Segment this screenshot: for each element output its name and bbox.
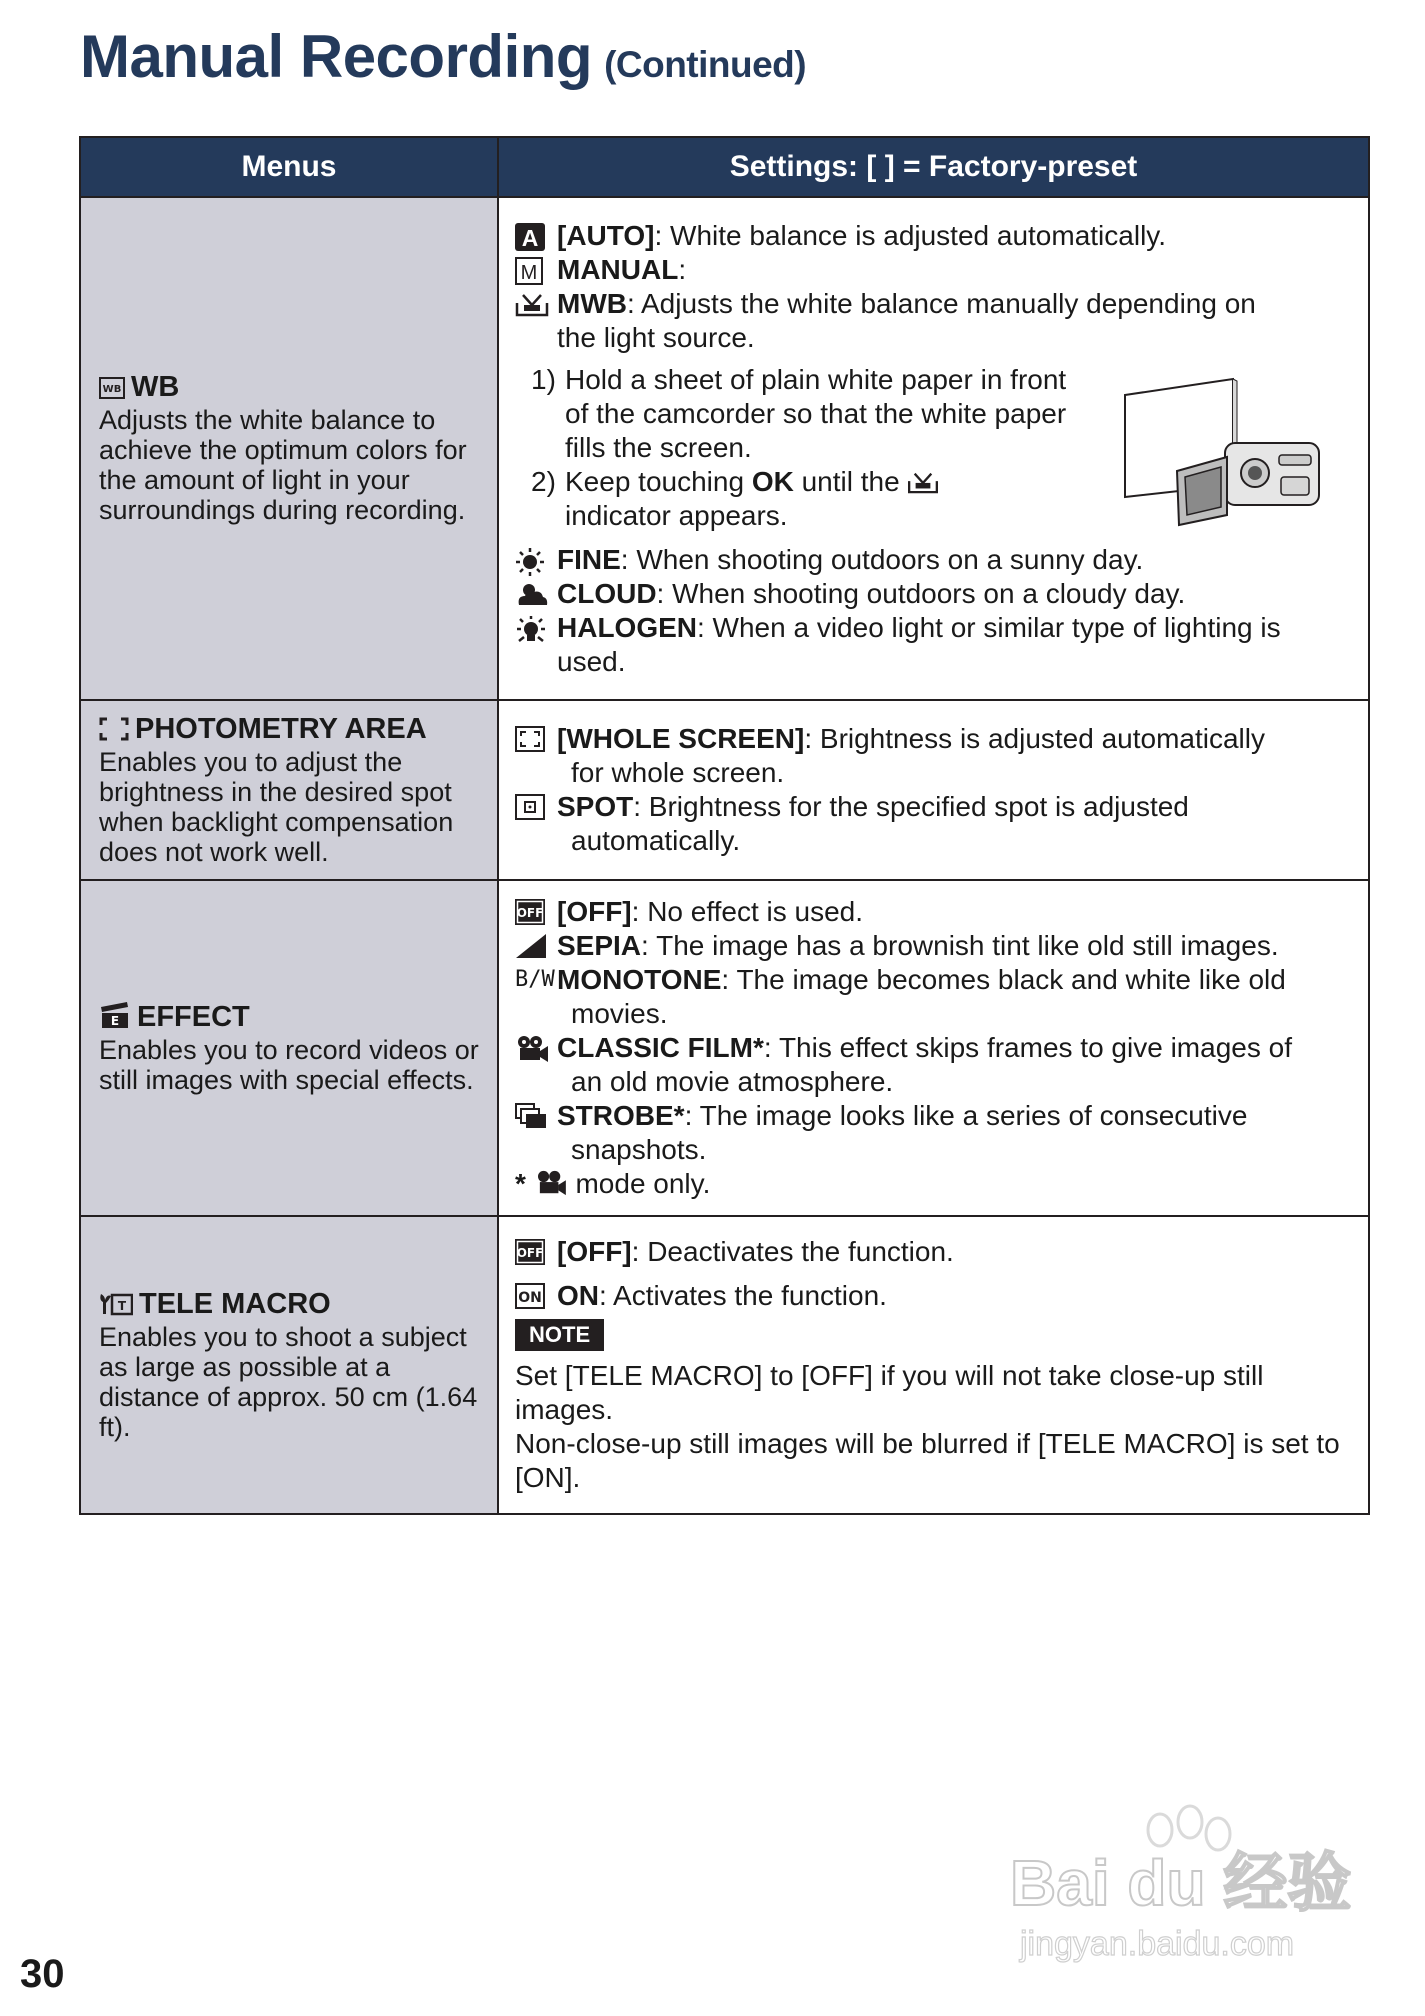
tele-macro-icon: [99, 1290, 133, 1322]
option-halogen: HALOGEN: When a video light or similar type of lighting is used.: [515, 611, 1356, 679]
svg-text:T: T: [117, 1298, 127, 1313]
menu-name-effect: EFFECT: [137, 1001, 250, 1033]
watermark-url: jingyan.baidu.com: [1020, 1925, 1295, 1963]
effect-icon: [99, 1001, 131, 1035]
mwb-icon: [515, 291, 549, 325]
svg-text:ON: ON: [518, 1290, 542, 1306]
baidu-watermark: [1000, 1800, 1360, 1975]
menu-name-wb: WB: [131, 371, 180, 403]
step-2: 2) Keep touching OK until the indicator appears.: [531, 465, 1085, 533]
halogen-icon: [515, 615, 547, 653]
option-monotone: B/W MONOTONE: The image becomes black and white like old movies.: [515, 964, 1286, 1029]
settings-table: [79, 136, 1370, 1515]
table-row-wb: [80, 197, 1369, 700]
menu-desc-photometry: Enables you to adjust the brightness in the desired spot when backlight compensation does not work well.: [99, 746, 454, 867]
option-mwb: MWB: Adjusts the white balance manually depending on the light source.: [515, 287, 1356, 355]
page-subtitle: (Continued): [604, 44, 807, 85]
menu-cell-effect: [80, 880, 498, 1216]
off-icon: [515, 899, 545, 933]
page-number: 30: [20, 1952, 65, 1996]
option-effect-off: OFF [OFF]: No effect is used.: [515, 895, 1356, 929]
menu-cell-photometry: [80, 700, 498, 880]
option-tele-on: ON ON: Activates the function.: [515, 1279, 1356, 1313]
mwb-icon-inline: [907, 466, 939, 497]
mwb-steps: [515, 355, 1356, 543]
svg-text:M: M: [520, 261, 538, 284]
option-tele-off: OFF [OFF]: Deactivates the function.: [515, 1235, 1356, 1269]
menu-name-photometry: PHOTOMETRY AREA: [135, 712, 427, 745]
wb-icon: [99, 375, 125, 405]
menu-desc-wb: Adjusts the white balance to achieve the optimum colors for the amount of light in your surroundings during recording.: [99, 405, 467, 525]
option-whole-screen: [WHOLE SCREEN]: Brightness is adjusted automatically for whole screen.: [515, 722, 1356, 790]
svg-text:OFF: OFF: [516, 906, 544, 920]
video-mode-icon: [534, 1168, 568, 1199]
option-classic-film: CLASSIC FILM*: This effect skips frames to give images of an old movie atmosphere.: [515, 1031, 1356, 1099]
effect-footnote: * mode only.: [515, 1168, 711, 1199]
menu-cell-wb: [80, 197, 498, 700]
svg-text:E: E: [110, 1014, 120, 1028]
bw-icon: B/W: [515, 967, 555, 992]
menus-header: Menus: [80, 137, 498, 197]
step-1: 1) Hold a sheet of plain white paper in front of the camcorder so that the white paper fills the screen.: [531, 363, 1067, 463]
option-fine: FINE: When shooting outdoors on a sunny day.: [515, 543, 1356, 577]
off-icon: [515, 1239, 545, 1273]
settings-cell-wb: [498, 197, 1369, 700]
option-sepia: SEPIA: The image has a brownish tint like old still images.: [515, 929, 1356, 963]
film-camera-icon: [515, 1035, 549, 1071]
option-manual: M MANUAL:: [515, 253, 1356, 287]
on-icon: [515, 1283, 545, 1317]
page-title: Manual Recording (Continued): [80, 23, 807, 90]
svg-text:OFF: OFF: [516, 1246, 544, 1260]
menu-name-tele-macro: TELE MACRO: [139, 1287, 331, 1320]
note-badge: NOTE: [515, 1319, 604, 1351]
sepia-icon: [515, 933, 547, 967]
settings-cell-tele-macro: [498, 1216, 1369, 1514]
menu-desc-effect: Enables you to record videos or still images with special effects.: [99, 1035, 479, 1095]
photometry-icon: [99, 717, 129, 747]
option-auto: A [AUTO]: White balance is adjusted automatically.: [515, 219, 1356, 253]
menu-desc-tele-macro: Enables you to shoot a subject as large as possible at a distance of approx. 50 cm (1.64 ft).: [99, 1321, 478, 1442]
option-cloud: CLOUD: When shooting outdoors on a cloudy day.: [515, 577, 1356, 611]
svg-text:WB: WB: [102, 384, 122, 395]
settings-cell-photometry: [498, 700, 1369, 880]
table-row-photometry: [80, 700, 1369, 880]
note-line-1: Set [TELE MACRO] to [OFF] if you will not take close-up still images.: [515, 1360, 1264, 1425]
settings-header: Settings: [ ] = Factory-preset: [498, 137, 1369, 197]
note-line-2: Non-close-up still images will be blurred if [TELE MACRO] is set to [ON].: [515, 1428, 1340, 1493]
settings-cell-effect: [498, 880, 1369, 1216]
table-row-effect: [80, 880, 1369, 1216]
table-row-tele-macro: [80, 1216, 1369, 1514]
option-spot: SPOT: Brightness for the specified spot is adjusted automatically.: [515, 790, 1356, 858]
watermark-brand: Bai du 经验: [1010, 1847, 1352, 1919]
menu-cell-tele-macro: [80, 1216, 498, 1514]
strobe-icon: [515, 1103, 547, 1137]
whole-screen-icon: [515, 726, 545, 760]
camcorder-illustration: [1105, 373, 1325, 541]
spot-icon: [515, 794, 545, 828]
option-strobe: STROBE*: The image looks like a series of consecutive snapshots.: [515, 1099, 1356, 1167]
svg-text:A: A: [521, 224, 539, 251]
